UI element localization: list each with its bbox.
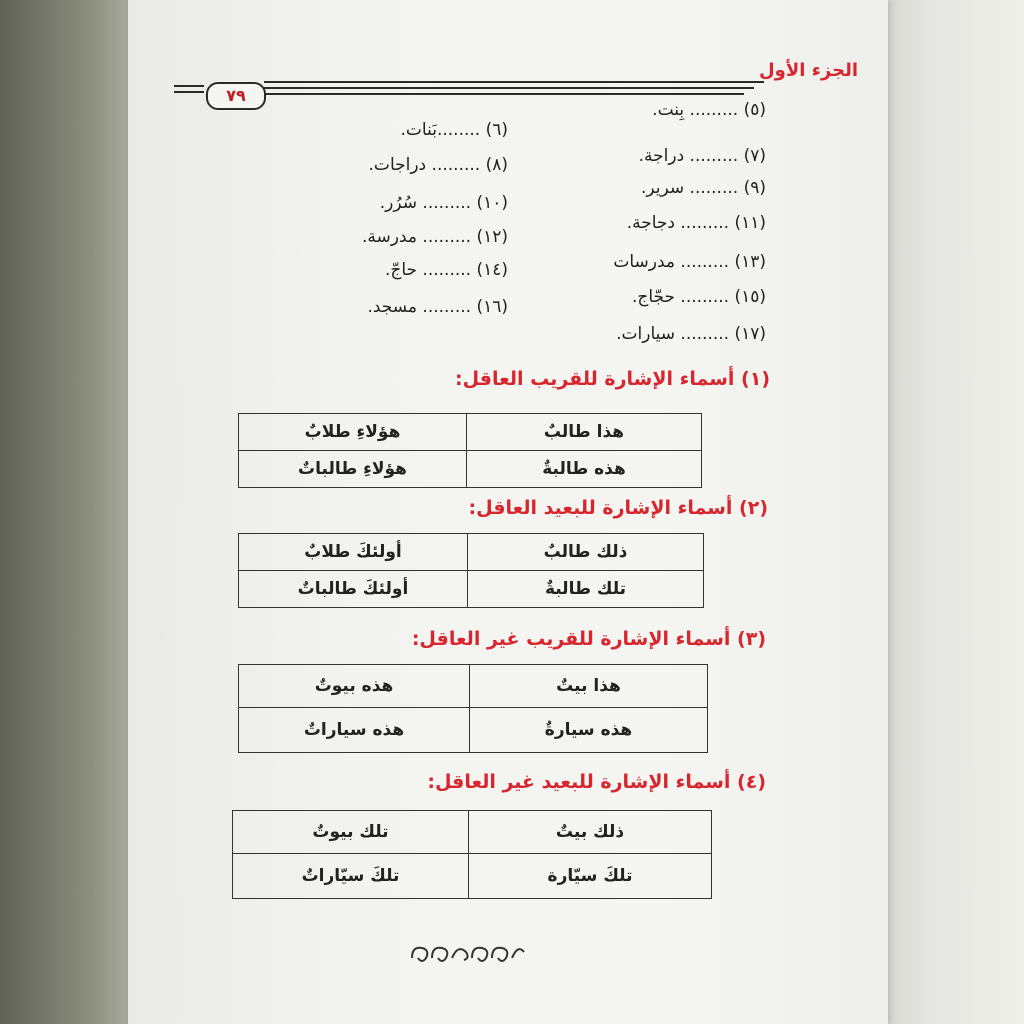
table-row [239, 571, 704, 608]
exercise-item: (١٢) ......... مدرسة. [362, 227, 508, 247]
table-cell: هذا طالبٌ [467, 414, 702, 451]
exercise-item: (١٥) ......... حجّاج. [631, 287, 766, 307]
exercise-item: (١٤) ......... حاجّ. [384, 260, 508, 280]
part-title: الجزء الأول [759, 60, 858, 81]
table-cell: تلكَ سيّاراتٌ [233, 854, 469, 899]
exercise-item: (١١) ......... دجاجة. [626, 213, 766, 233]
exercise-item: (١٦) ......... مسجد. [367, 297, 508, 317]
demonstratives-table [238, 413, 702, 488]
exercise-item: (١٣) ......... مدرسات [613, 252, 766, 272]
exercise-item: (٩) ......... سرير. [641, 178, 766, 198]
book-page [128, 0, 888, 1024]
table-cell: ذلك طالبٌ [468, 534, 704, 571]
table-row [239, 534, 704, 571]
table-cell: هؤلاءِ طلابٌ [239, 414, 467, 451]
demonstratives-table [238, 533, 704, 608]
page-number-badge: ٧٩ [206, 82, 266, 110]
exercise-item: (٧) ......... دراجة. [638, 146, 766, 166]
table-cell: هذه طالبةٌ [467, 451, 702, 488]
table-row [233, 811, 712, 854]
table-row [239, 414, 702, 451]
table-cell: تلكَ سيّارة [469, 854, 712, 899]
section-title: (٣) أسماء الإشارة للقريب غير العاقل: [411, 628, 766, 650]
table-cell: هذه سيارةٌ [470, 708, 708, 753]
section-title: (٤) أسماء الإشارة للبعيد غير العاقل: [427, 771, 766, 793]
demonstratives-table [232, 810, 712, 899]
table-cell: أولئكَ طلابٌ [239, 534, 468, 571]
table-row [239, 708, 708, 753]
section-title: (٢) أسماء الإشارة للبعيد العاقل: [468, 497, 768, 519]
table-cell: ذلك بيتٌ [469, 811, 712, 854]
table-row [239, 665, 708, 708]
exercise-item: (١٧) ......... سيارات. [616, 324, 766, 344]
ornament-divider-icon [408, 938, 528, 968]
table-cell: هذه سياراتٌ [239, 708, 470, 753]
table-cell: هذه بيوتٌ [239, 665, 470, 708]
table-cell: هذا بيتٌ [470, 665, 708, 708]
table-cell: تلك بيوتٌ [233, 811, 469, 854]
demonstratives-table [238, 664, 708, 753]
section-title: (١) أسماء الإشارة للقريب العاقل: [455, 368, 770, 390]
exercise-item: (٨) ......... دراجات. [368, 155, 508, 175]
table-row [239, 451, 702, 488]
table-cell: أولئكَ طالباتٌ [239, 571, 468, 608]
background-left [0, 0, 130, 1024]
table-row [233, 854, 712, 899]
exercise-item: (٦) ........بَنات. [400, 120, 508, 140]
exercise-item: (٥) ......... بِنت. [652, 100, 766, 120]
table-cell: تلك طالبةٌ [468, 571, 704, 608]
table-cell: هؤلاءِ طالباتٌ [239, 451, 467, 488]
background-right [874, 0, 1024, 1024]
exercise-item: (١٠) ......... سُرُر. [379, 193, 508, 213]
